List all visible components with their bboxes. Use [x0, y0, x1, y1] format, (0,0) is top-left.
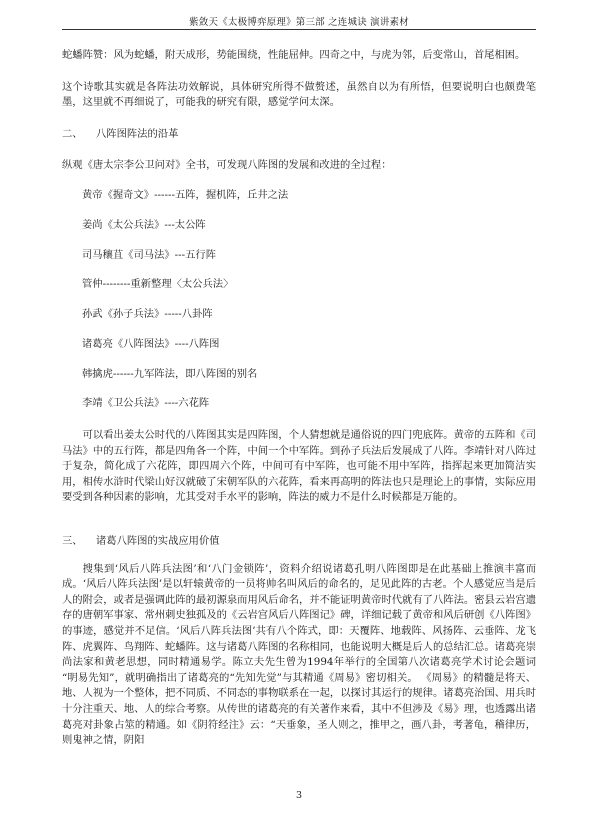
formation-history-list: [62, 188, 536, 412]
paragraph-analysis: 可以看出姜太公时代的八阵图其实是四阵图，个人猜想就是通俗说的四门兜底阵。黄帝的五阵和《司马法》中的五行阵，都是四角各一个阵，中间一个中军阵。到孙子兵法后发展成了八阵。李靖针对八阵过于复杂，简化成了六花阵，即四周六个阵，中间可有中军阵，也可能不用中军阵，指挥起来更加简洁实用，相传水浒时代梁山好汉就破了宋朝军队的六花阵，看来再高明的阵法也只是理论上的事情，实际应用要受到各种因素的影响，尤其受对手水平的影响，阵法的威力不是什么时候都是万能的。: [62, 429, 536, 504]
list-item: 黄帝《握奇文》------五阵，握机阵，丘井之法: [82, 188, 289, 201]
section-number: 三、: [62, 535, 83, 547]
list-item: 司马穰苴《司马法》---五行阵: [82, 248, 216, 261]
section-heading-evolution: [62, 127, 536, 143]
section-number: 二、: [62, 127, 83, 140]
list-item: 姜尚《太公兵法》---太公阵: [82, 218, 206, 231]
list-item: 李靖《卫公兵法》----六花阵: [82, 397, 210, 410]
paragraph-commentary: 这个诗歌其实就是各阵法功效解说，具体研究所得不做赘述，虽然自以为有所悟，但要说明白也颇费笔墨，这里就不再细说了，可能我的研究有限，感觉学问太深。: [62, 80, 536, 109]
list-item: 诸葛亮《八阵图法》----八阵图: [82, 337, 220, 350]
page-content: [62, 48, 536, 749]
list-item: 孙武《孙子兵法》-----八卦阵: [82, 308, 213, 321]
list-item: 韩擒虎------九军阵法，即八阵图的别名: [82, 367, 258, 380]
section-heading-practical-value: [62, 534, 536, 550]
header-divider: [62, 29, 536, 30]
section-title: 八阵图阵法的沿革: [96, 127, 179, 140]
list-item: 管仲--------重新整理〈太公兵法〉: [82, 278, 234, 291]
page-header: 紫敛天《太极博弈原理》第三部 之连城诀 演讲素材: [189, 17, 409, 28]
paragraph-eight-formations: 搜集到‘风后八阵兵法图’和‘八门金锁阵’，资料介绍说诸葛孔明八阵图即是在此基础上推演丰富而成。‘风后八阵兵法图’是以轩辕黄帝的一员将帅名叫风后的命名的，足见此阵的古老。个人感觉应当是后人的附会，或者是强调此阵的最初源泉而用风后命名，并不能证明黄帝时代就有了八阵法。密县云岩宫遗存的唐朝军事家、常州刺史独孤及的《云岩宫风后八阵图记》碑，详细记载了黄帝和风后研创《八阵图》的事迹，感觉并不足信。‘风后八阵兵法图’共有八个阵式，即：天覆阵、地载阵、风扬阵、云垂阵、龙飞阵、虎翼阵、鸟翔阵、蛇蟠阵。这与诸葛八阵图的名称相同，也能说明大概是后人的总结汇总。诸葛亮崇尚法家和黄老思想，同时精通易学。陈立夫先生曾为1994年举行的全国第八次诸葛亮学术讨论会题词 “明易先知”，就明确指出了诸葛亮的“先知先觉”与其精通《周易》密切相关。 《周易》的精髓是将天、地、人视为一个整体，把不同质、不同态的事物联系在一起，以探讨其运行的规律。诸葛亮治国、用兵时十分注重天、地、人的综合考察。从传世的诸葛亮的有关著作来看，其中不但涉及《易》理，也透露出诸葛亮对卦象占筮的精通。如《阴符经注》云：“天垂象，圣人则之，推甲之，画八卦，考著龟，稽律历，则鬼神之情，阴阳: [62, 562, 536, 747]
page-number: 3: [295, 790, 303, 801]
paragraph-overview: 纵观《唐太宗李公卫问对》全书，可发现八阵图的发展和改进的全过程：: [62, 159, 392, 172]
section-title: 诸葛八阵图的实战应用价值: [96, 535, 220, 547]
paragraph-snake-formation: 蛇蟠阵赞：风为蛇蟠，附天成形，势能围绕，性能屈伸。四奇之中，与虎为邻，后变常山，首尾相困。: [62, 49, 526, 61]
